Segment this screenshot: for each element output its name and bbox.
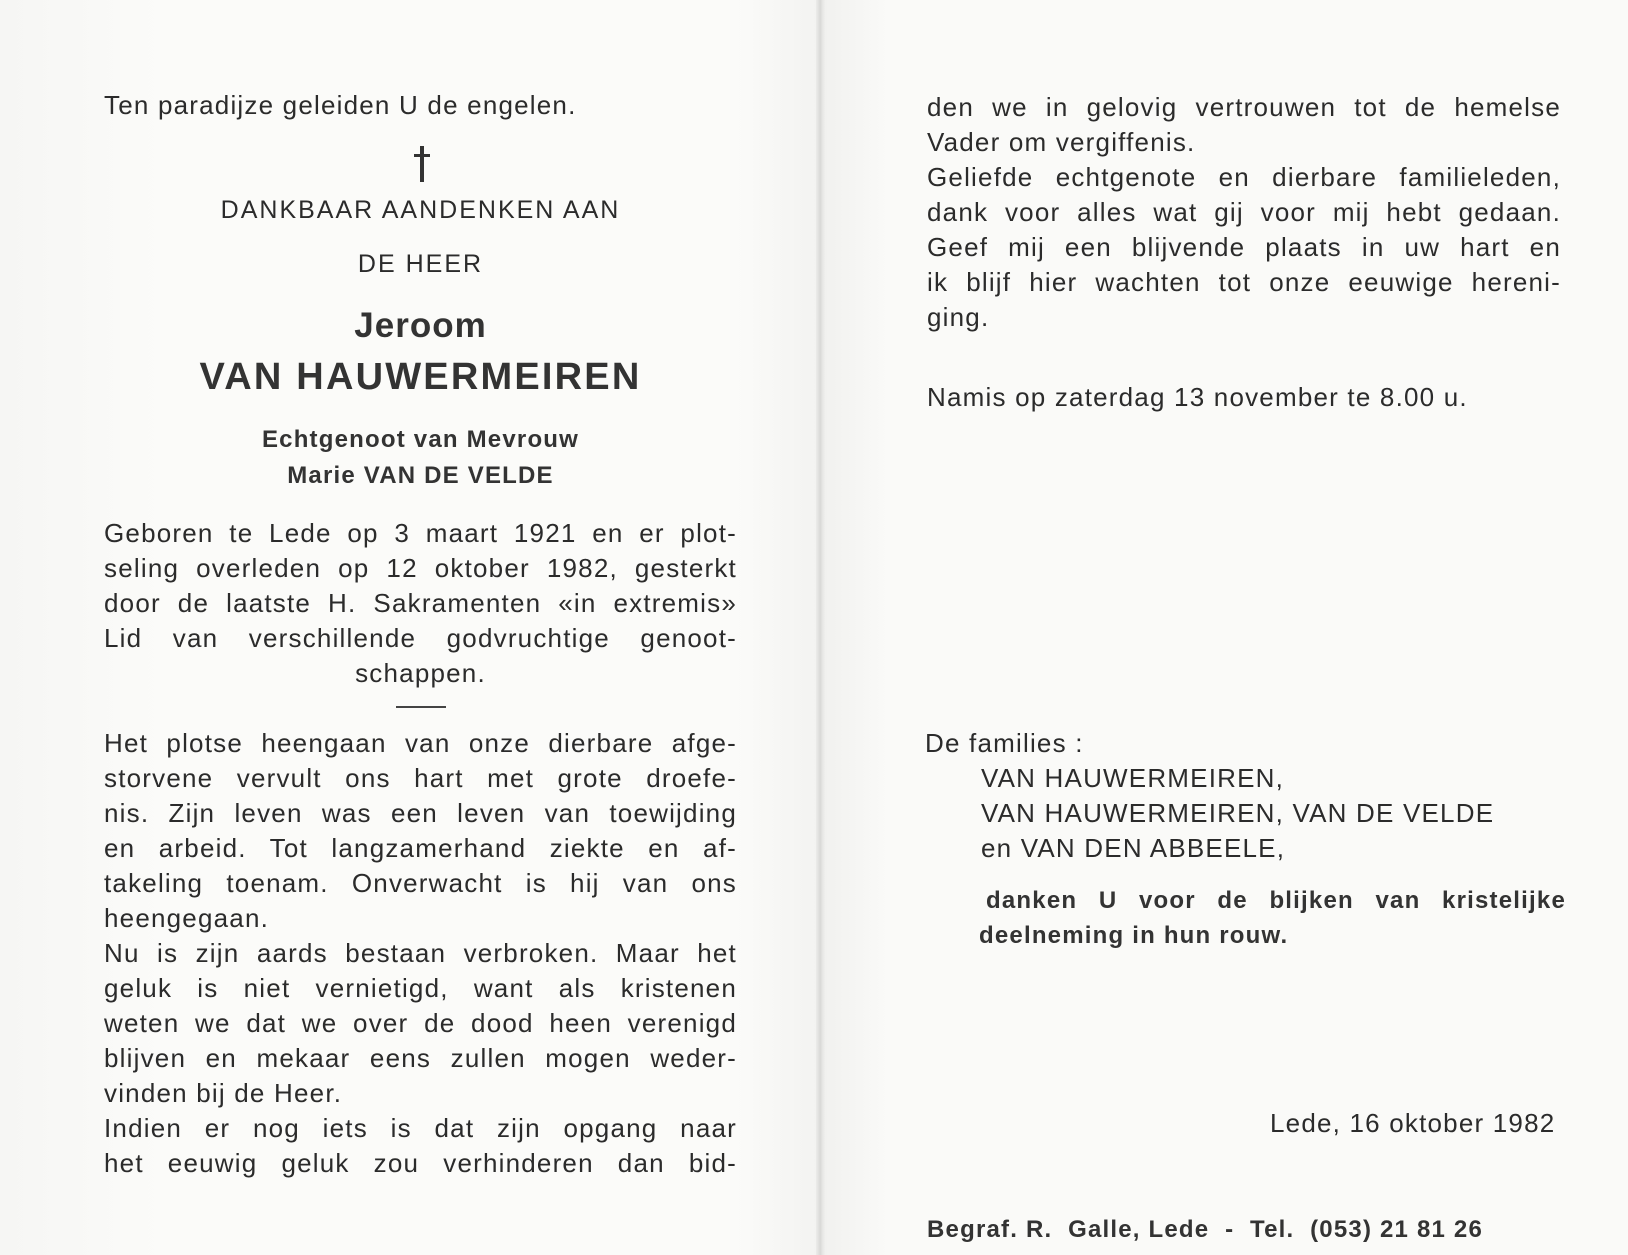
body-line: Indien er nog iets is dat zijn opgang naar: [104, 1113, 737, 1143]
body-line: geluk is niet vernietigd, want als kristenen: [104, 973, 737, 1003]
body-line: storvene vervult ons hart met grote droefe-: [104, 763, 737, 793]
body-line: takeling toenam. Onverwacht is hij van ons: [104, 868, 737, 898]
bio-line: door de laatste H. Sakramenten «in extremis»: [104, 588, 737, 618]
cross-icon: [414, 146, 430, 182]
bio-line: schappen.: [355, 658, 486, 688]
body-line: dank voor alles wat gij voor mij hebt gedaan.: [927, 197, 1561, 227]
card-fold: [816, 0, 826, 1255]
printer-credit: Begraf. R. Galle, Lede - Tel. (053) 21 81 26: [927, 1216, 1484, 1243]
body-line: en arbeid. Tot langzamerhand ziekte en af-: [104, 833, 737, 863]
body-line: het eeuwig geluk zou verhinderen dan bid-: [104, 1148, 737, 1178]
body-line: ging.: [927, 302, 990, 332]
spouse-line-1: Echtgenoot van Mevrouw: [261, 426, 580, 453]
motto: Ten paradijze geleiden U de engelen.: [104, 90, 577, 120]
families-label: De families :: [925, 728, 1084, 758]
mass-notice: Namis op zaterdag 13 november te 8.00 u.: [927, 382, 1468, 412]
family-name: VAN HAUWERMEIREN,: [981, 763, 1285, 793]
family-name: VAN HAUWERMEIREN, VAN DE VELDE: [981, 798, 1495, 828]
thanks-line: deelneming in hun rouw.: [979, 922, 1289, 949]
divider: [396, 706, 446, 708]
body-line: vinden bij de Heer.: [104, 1078, 343, 1108]
body-line: Geliefde echtgenote en dierbare familieleden,: [927, 162, 1561, 192]
family-name: en VAN DEN ABBEELE,: [981, 833, 1286, 863]
bio-line: Lid van verschillende godvruchtige genoot-: [104, 623, 737, 653]
first-name: Jeroom: [354, 306, 487, 345]
body-line: nis. Zijn leven was een leven van toewijding: [104, 798, 737, 828]
place-date: Lede, 16 oktober 1982: [1270, 1108, 1556, 1138]
spouse-line-2: Marie VAN DE VELDE: [287, 462, 554, 489]
bio-line: seling overleden op 12 oktober 1982, gesterkt: [104, 553, 737, 583]
body-line: ik blijf hier wachten tot onze eeuwige hereni-: [927, 267, 1561, 297]
body-line: weten we dat we over de dood heen verenigd: [104, 1008, 737, 1038]
body-line: blijven en mekaar eens zullen mogen weder-: [104, 1043, 737, 1073]
bio-line: Geboren te Lede op 3 maart 1921 en er plot-: [104, 518, 737, 548]
body-line: heengegaan.: [104, 903, 270, 933]
body-line: Geef mij een blijvende plaats in uw hart en: [927, 232, 1561, 262]
heading-de-heer: DE HEER: [357, 250, 484, 278]
body-line: den we in gelovig vertrouwen tot de hemelse: [927, 92, 1561, 122]
body-line: Vader om vergiffenis.: [927, 127, 1196, 157]
body-line: Het plotse heengaan van onze dierbare afge-: [104, 728, 737, 758]
body-line: Nu is zijn aards bestaan verbroken. Maar het: [104, 938, 737, 968]
thanks-line: danken U voor de blijken van kristelijke: [986, 887, 1566, 914]
heading-remembrance: DANKBAAR AANDENKEN AAN: [220, 196, 621, 224]
surname: VAN HAUWERMEIREN: [199, 356, 642, 398]
